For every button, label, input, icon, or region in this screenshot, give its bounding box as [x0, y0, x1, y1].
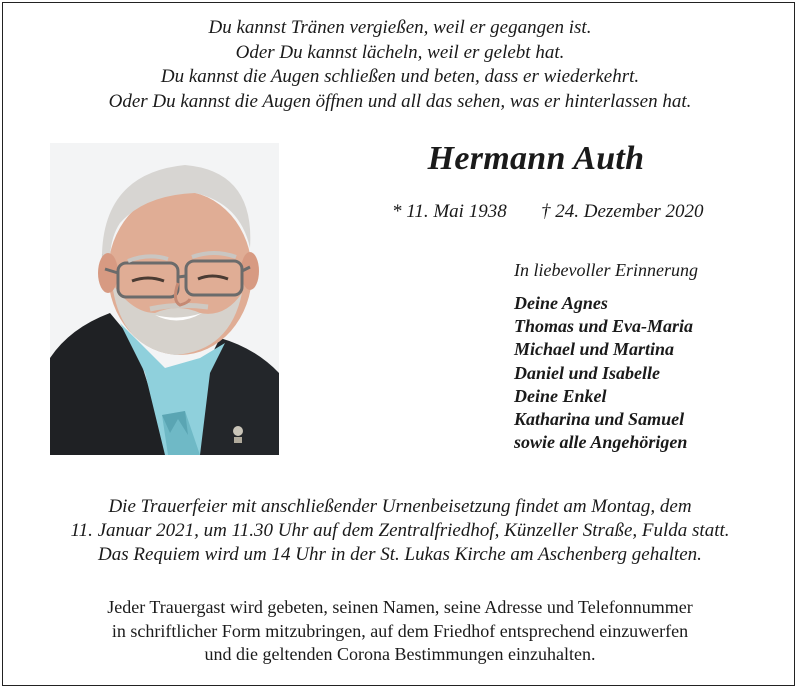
- memory-heading: In liebevoller Erinnerung: [514, 260, 698, 280]
- poem-line: Oder Du kannst die Augen öffnen und all das sehen, was er hinterlassen hat.: [108, 90, 692, 112]
- family-member: Deine Enkel: [514, 385, 607, 406]
- notice-line: und die geltenden Corona Bestimmungen einzuhalten.: [204, 644, 596, 664]
- deceased-name: Hermann Auth: [427, 140, 645, 177]
- family-list: [514, 292, 693, 454]
- ceremony-line: Die Trauerfeier mit anschließender Urnenbeisetzung findet am Montag, dem: [108, 496, 692, 517]
- notice-line: in schriftlicher Form mitzubringen, auf dem Friedhof entsprechend einzuwerfen: [111, 620, 689, 641]
- poem-line: Du kannst die Augen schließen und beten, dass er wiederkehrt.: [160, 66, 640, 87]
- family-member: Michael und Martina: [514, 339, 675, 360]
- poem: [0, 16, 800, 114]
- family-member: Deine Agnes: [514, 293, 608, 313]
- ceremony-info: [0, 495, 800, 567]
- family-member: sowie alle Angehörigen: [514, 432, 688, 453]
- portrait-photo: [50, 143, 279, 455]
- birth-date: * 11. Mai 1938: [392, 201, 507, 222]
- death-date: † 24. Dezember 2020: [541, 201, 704, 222]
- family-member: Daniel und Isabelle: [514, 362, 661, 383]
- family-member: Thomas und Eva-Maria: [514, 316, 694, 337]
- ceremony-line: Das Requiem wird um 14 Uhr in der St. Lukas Kirche am Aschenberg gehalten.: [98, 544, 702, 565]
- poem-line: Du kannst Tränen vergießen, weil er gegangen ist.: [208, 17, 592, 38]
- notice-line: Jeder Trauergast wird gebeten, seinen Namen, seine Adresse und Telefonnummer: [107, 597, 693, 617]
- family-member: Katharina und Samuel: [514, 409, 685, 430]
- poem-line: Oder Du kannst lächeln, weil er gelebt hat.: [235, 41, 565, 63]
- ceremony-line: 11. Januar 2021, um 11.30 Uhr auf dem Zentralfriedhof, Künzeller Straße, Fulda statt.: [70, 520, 730, 541]
- corona-notice: [0, 596, 800, 667]
